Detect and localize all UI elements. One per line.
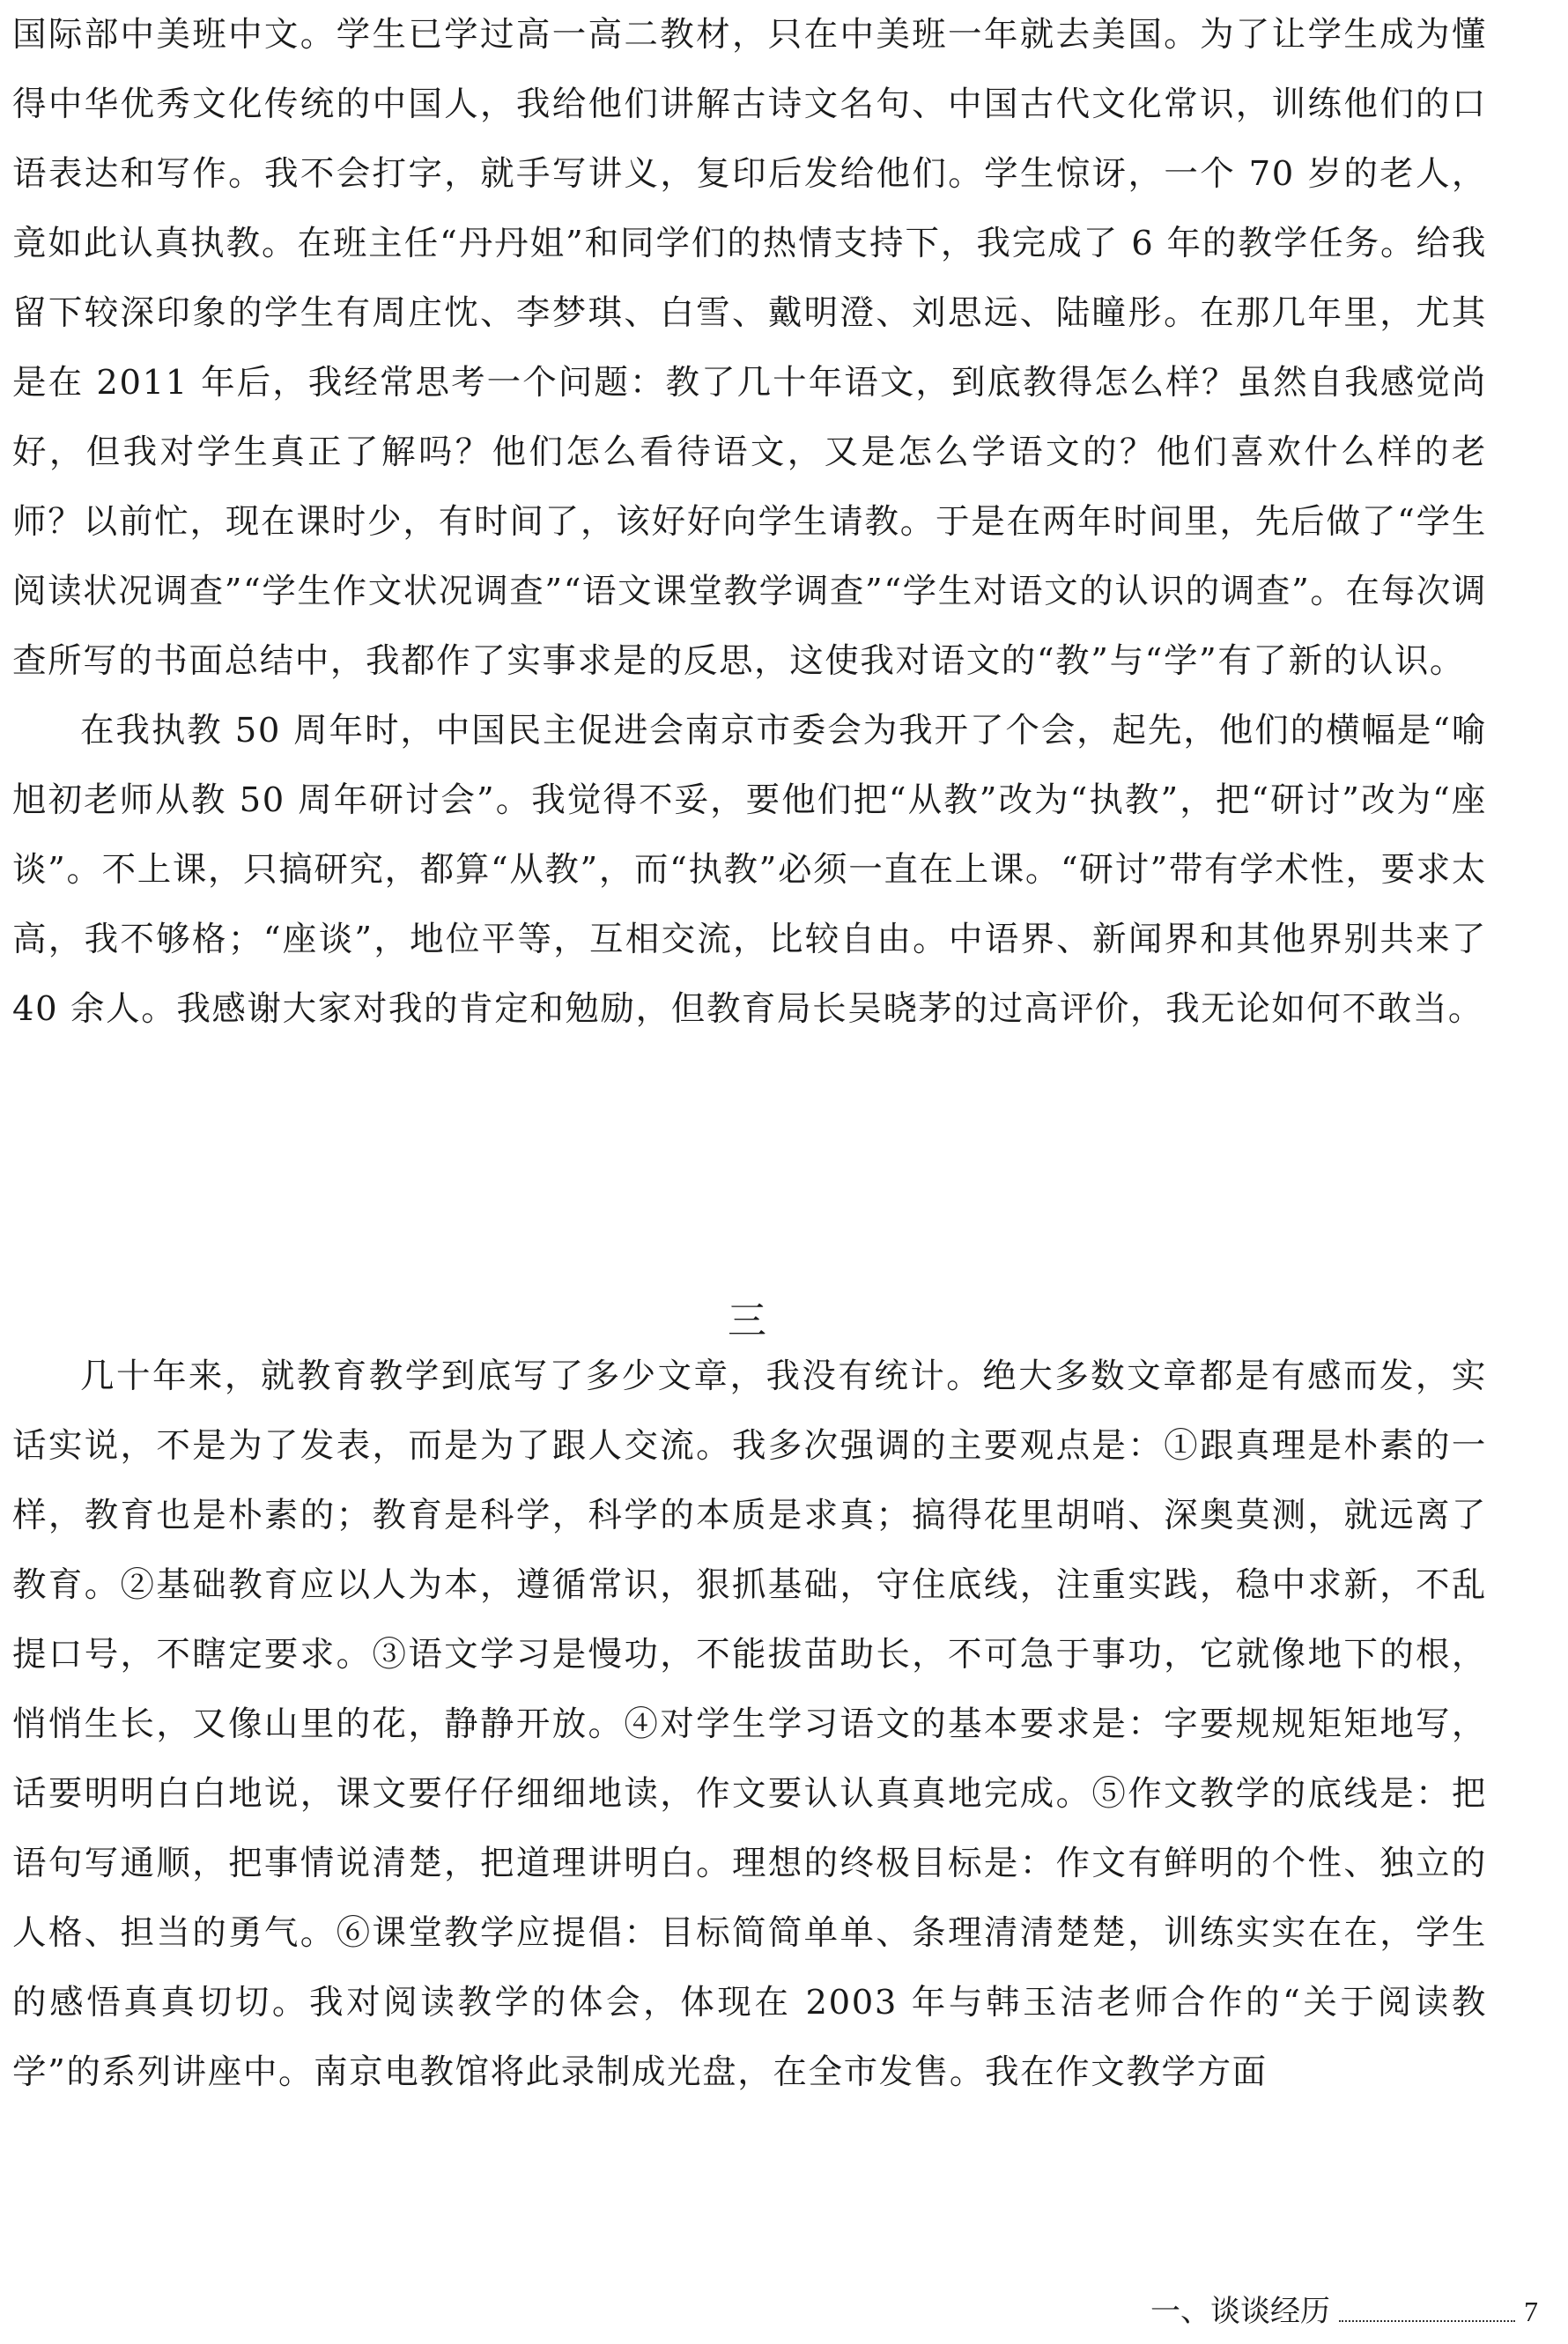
paragraph: 几十年来，就教育教学到底写了多少文章，我没有统计。绝大多数文章都是有感而发，实话实说，不是为了发表，而是为了跟人交流。我多次强调的主要观点是：①跟真理是朴素的一样，教育也是朴素的；教育是科学，科学的本质是求真；搞得花里胡哨、深奥莫测，就远离了教育。②基础教育应以人为本，遵循常识，狠抓基础，守住底线，注重实践，稳中求新，不乱提口号，不瞎定要求。③语文学习是慢功，不能拔苗助长，不可急于事功，它就像地下的根，悄悄生长，又像山里的花，静静开放。④对学生学习语文的基本要求是：字要规规矩矩地写，话要明明白白地说，课文要仔仔细细地读，作文要认认真真地完成。⑤作文教学的底线是：把语句写通顺，把事情说清楚，把道理讲明白。理想的终极目标是：作文有鲜明的个性、独立的人格、担当的勇气。⑥课堂教学应提倡：目标简简单单、条理清清楚楚，训练实实在在，学生的感悟真真切切。我对阅读教学的体会，体现在 2003 年与韩玉洁老师合作的“关于阅读教学”的系列讲座中。南京电教馆将此录制成光盘，在全市发售。我在作文教学方面 bbox=[12, 1357, 1487, 2092]
paragraph: 国际部中美班中文。学生已学过高一高二教材，只在中美班一年就去美国。为了让学生成为懂得中华优秀文化传统的中国人，我给他们讲解古诗文名句、中国古代文化常识，训练他们的口语表达和写作。我不会打字，就手写讲义，复印后发给他们。学生惊讶，一个 70 岁的老人，竟如此认真执教。在班主任“丹丹姐”和同学们的热情支持下，我完成了 6 年的教学任务。给我留下较深印象的学生有周庄忱、李梦琪、白雪、戴明澄、刘思远、陆瞳彤。在那几年里，尤其是在 2011 年后，我经常思考一个问题：教了几十年语文，到底教得怎么样？虽然自我感觉尚好，但我对学生真正了解吗？他们怎么看待语文，又是怎么学语文的？他们喜欢什么样的老师？以前忙，现在课时少，有时间了，该好好向学生请教。于是在两年时间里，先后做了“学生阅读状况调查”“学生作文状况调查”“语文课堂教学调查”“学生对语文的认识的调查”。在每次调查所写的书面总结中，我都作了实事求是的反思，这使我对语文的“教”与“学”有了新的认识。 bbox=[12, 15, 1487, 681]
text-block-bottom bbox=[12, 1342, 1487, 2107]
dotted-leader bbox=[1339, 2320, 1515, 2322]
text-block-top bbox=[12, 0, 1487, 1044]
running-head: 一、谈谈经历 bbox=[1150, 2294, 1330, 2329]
page-number: 7 bbox=[1524, 2296, 1538, 2327]
page-footer bbox=[1150, 2294, 1538, 2329]
section-heading: 三 bbox=[728, 1298, 766, 1343]
paragraph: 在我执教 50 周年时，中国民主促进会南京市委会为我开了个会，起先，他们的横幅是“喻旭初老师从教 50 周年研讨会”。我觉得不妥，要他们把“从教”改为“执教”，把“研讨”改为“座谈”。不上课，只搞研究，都算“从教”，而“执教”必须一直在上课。“研讨”带有学术性，要求太高，我不够格；“座谈”，地位平等，互相交流，比较自由。中语界、新闻界和其他界别共来了 40 余人。我感谢大家对我的肯定和勉励，但教育局长吴晓茅的过高评价，我无论如何不敢当。 bbox=[12, 711, 1487, 1029]
